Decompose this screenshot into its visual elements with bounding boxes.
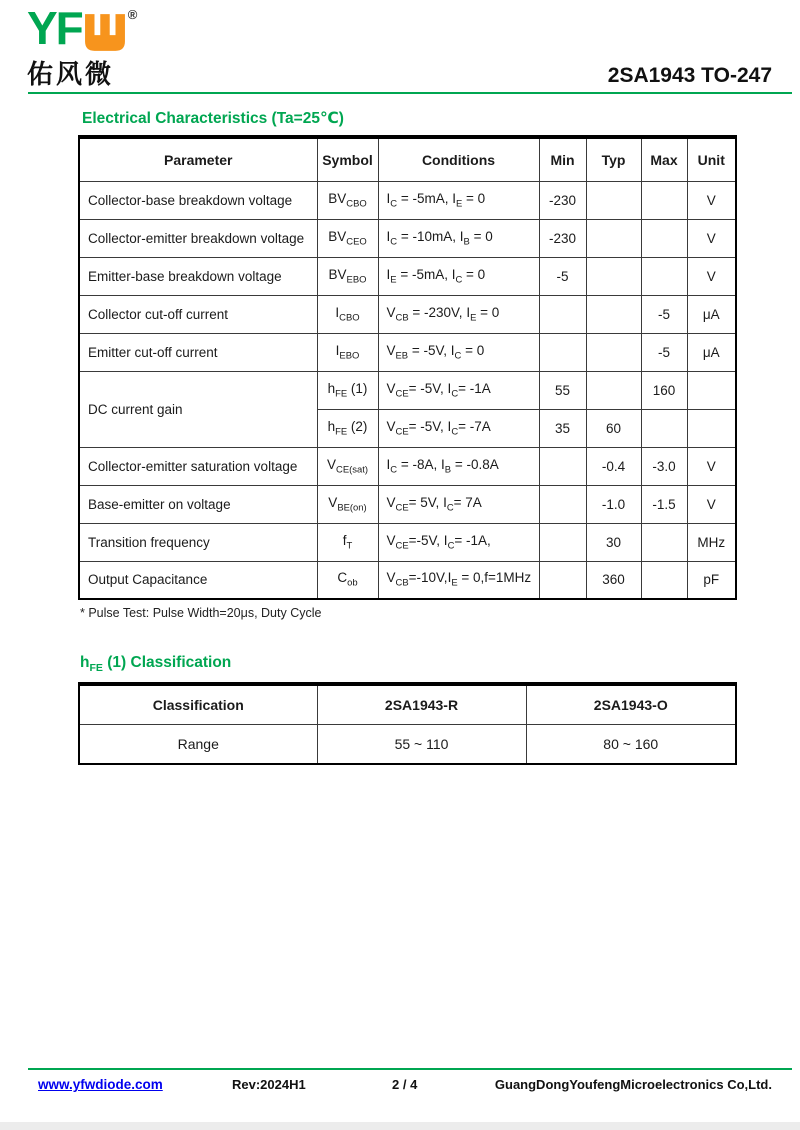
param-cell: Emitter cut-off current: [79, 333, 317, 371]
range-r-cell: 55 ~ 110: [317, 724, 526, 764]
table-row: [79, 523, 736, 561]
page-footer: [0, 1077, 800, 1097]
page-bottom-edge: [0, 1122, 800, 1130]
conditions-cell: $V_{CE}= -5V$, $I_C= -7A$: [378, 409, 539, 447]
max-cell: [641, 523, 687, 561]
unit-cell: [687, 409, 736, 447]
hfe-classification-title: $h_{FE}$ (1) Classification: [80, 654, 232, 675]
unit-cell: V: [687, 447, 736, 485]
min-cell: -5: [539, 257, 586, 295]
conditions-cell: $V_{CE}= 5V$, $I_C= 7A$: [378, 485, 539, 523]
min-cell: [539, 447, 586, 485]
max-cell: [641, 181, 687, 219]
table-row: [79, 561, 736, 599]
symbol-cell: $h_{FE}$ (2): [317, 409, 378, 447]
max-cell: -5: [641, 333, 687, 371]
conditions-cell: $I_C = -8A$, $I_B = -0.8A$: [378, 447, 539, 485]
logo-letters-yf: YF: [27, 2, 82, 54]
conditions-cell: $V_{CE}=-5V$, $I_C= -1A$,: [378, 523, 539, 561]
min-cell: [539, 295, 586, 333]
unit-cell: μA: [687, 295, 736, 333]
param-cell: DC current gain: [79, 371, 317, 447]
page-body: [0, 96, 800, 765]
table-row: [79, 257, 736, 295]
typ-cell: [586, 219, 641, 257]
yfw-logo: [27, 2, 138, 91]
table-row: [79, 447, 736, 485]
unit-cell: V: [687, 219, 736, 257]
conditions-cell: $V_{EB} = -5V$, $I_C = 0$: [378, 333, 539, 371]
unit-cell: V: [687, 257, 736, 295]
symbol-cell: $BV_{CBO}$: [317, 181, 378, 219]
table-row: [79, 724, 736, 764]
col-header-unit: Unit: [687, 137, 736, 181]
revision-label: Rev:2024H1: [232, 1077, 306, 1092]
conditions-cell: $V_{CE}= -5V$, $I_C= -1A$: [378, 371, 539, 409]
page-header: [0, 0, 800, 96]
min-cell: [539, 333, 586, 371]
conditions-cell: $I_C = -5mA$, $I_E = 0$: [378, 181, 539, 219]
col-header-typ: Typ: [586, 137, 641, 181]
col-header-max: Max: [641, 137, 687, 181]
electrical-characteristics-table: [78, 135, 737, 600]
typ-cell: 360: [586, 561, 641, 599]
company-name: GuangDongYoufengMicroelectronics Co,Ltd.: [494, 1077, 772, 1092]
table-row: [79, 371, 736, 409]
param-cell: Emitter-base breakdown voltage: [79, 257, 317, 295]
symbol-cell: $V_{BE(on)}$: [317, 485, 378, 523]
min-cell: -230: [539, 219, 586, 257]
conditions-cell: $V_{CB}=-10V,I_E = 0,f=1MHz$: [378, 561, 539, 599]
typ-cell: 30: [586, 523, 641, 561]
registered-mark: ®: [127, 7, 138, 22]
min-cell: [539, 523, 586, 561]
symbol-cell: $I_{EBO}$: [317, 333, 378, 371]
min-cell: [539, 485, 586, 523]
unit-cell: [687, 371, 736, 409]
symbol-cell: $I_{CBO}$: [317, 295, 378, 333]
typ-cell: [586, 295, 641, 333]
col-header-classification: Classification: [79, 684, 317, 724]
symbol-cell: $C_{ob}$: [317, 561, 378, 599]
max-cell: [641, 257, 687, 295]
min-cell: 55: [539, 371, 586, 409]
typ-cell: [586, 371, 641, 409]
unit-cell: V: [687, 181, 736, 219]
col-header-conditions: Conditions: [378, 137, 539, 181]
table-row: [79, 219, 736, 257]
col-header-2sa1943-o: 2SA1943-O: [526, 684, 736, 724]
param-cell: Collector-emitter saturation voltage: [79, 447, 317, 485]
header-rule: [28, 92, 792, 94]
part-number-title: 2SA1943 TO-247: [607, 64, 772, 87]
pulse-test-footnote: * Pulse Test: Pulse Width=20μs, Duty Cycle: [80, 606, 322, 620]
page-number: 2 / 4: [392, 1077, 418, 1092]
max-cell: [641, 409, 687, 447]
table-row: [79, 295, 736, 333]
typ-cell: [586, 333, 641, 371]
symbol-cell: $V_{CE(sat)}$: [317, 447, 378, 485]
col-header-symbol: Symbol: [317, 137, 378, 181]
table-row: [79, 181, 736, 219]
unit-cell: μA: [687, 333, 736, 371]
unit-cell: pF: [687, 561, 736, 599]
min-cell: 35: [539, 409, 586, 447]
max-cell: -1.5: [641, 485, 687, 523]
col-header-parameter: Parameter: [79, 137, 317, 181]
logo-company-chinese: 佑风微: [27, 59, 115, 89]
table-header-row: [79, 684, 736, 724]
symbol-cell: $BV_{EBO}$: [317, 257, 378, 295]
param-cell: Transition frequency: [79, 523, 317, 561]
min-cell: [539, 561, 586, 599]
hfe-classification-table: [78, 682, 737, 765]
col-header-min: Min: [539, 137, 586, 181]
unit-cell: V: [687, 485, 736, 523]
range-o-cell: 80 ~ 160: [526, 724, 736, 764]
table-row: [79, 333, 736, 371]
table-row: [79, 485, 736, 523]
max-cell: 160: [641, 371, 687, 409]
max-cell: -3.0: [641, 447, 687, 485]
param-cell: Collector cut-off current: [79, 295, 317, 333]
max-cell: -5: [641, 295, 687, 333]
col-header-2sa1943-r: 2SA1943-R: [317, 684, 526, 724]
range-label-cell: Range: [79, 724, 317, 764]
symbol-cell: $f_T$: [317, 523, 378, 561]
website-link[interactable]: www.yfwdiode.com: [38, 1077, 163, 1092]
symbol-cell: $h_{FE}$ (1): [317, 371, 378, 409]
conditions-cell: $I_E = -5mA$, $I_C = 0$: [378, 257, 539, 295]
param-cell: Collector-emitter breakdown voltage: [79, 219, 317, 257]
typ-cell: 60: [586, 409, 641, 447]
typ-cell: -0.4: [586, 447, 641, 485]
max-cell: [641, 219, 687, 257]
logo-w-icon: [84, 14, 126, 57]
footer-rule: [28, 1068, 792, 1070]
symbol-cell: $BV_{CEO}$: [317, 219, 378, 257]
min-cell: -230: [539, 181, 586, 219]
conditions-cell: $I_C = -10mA$, $I_B = 0$: [378, 219, 539, 257]
max-cell: [641, 561, 687, 599]
typ-cell: [586, 181, 641, 219]
typ-cell: -1.0: [586, 485, 641, 523]
table-header-row: [79, 137, 736, 181]
param-cell: Collector-base breakdown voltage: [79, 181, 317, 219]
typ-cell: [586, 257, 641, 295]
param-cell: Base-emitter on voltage: [79, 485, 317, 523]
param-cell: Output Capacitance: [79, 561, 317, 599]
electrical-characteristics-title: Electrical Characteristics (Ta=25℃): [82, 110, 344, 127]
conditions-cell: $V_{CB} = -230V$, $I_E = 0$: [378, 295, 539, 333]
unit-cell: MHz: [687, 523, 736, 561]
